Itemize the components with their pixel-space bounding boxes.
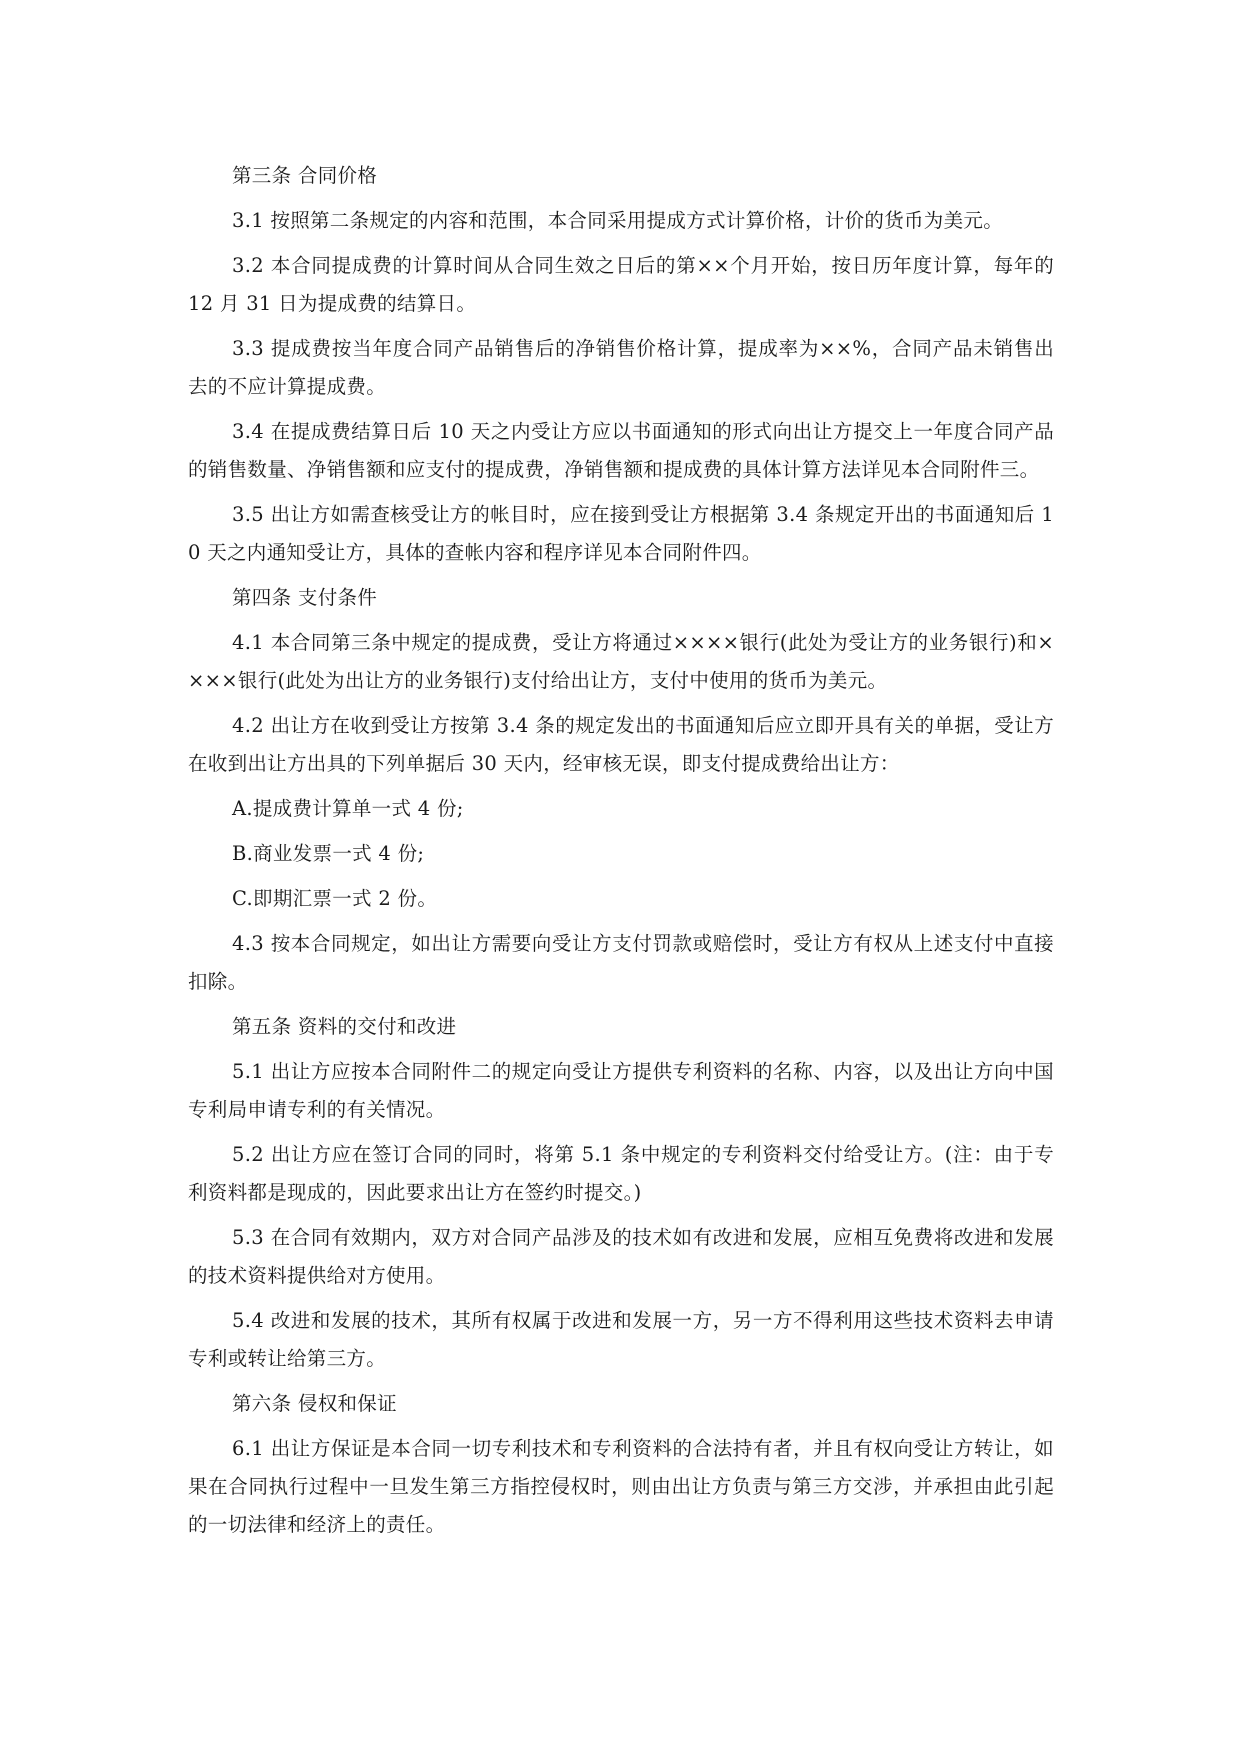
article-4-heading: 第四条 支付条件 (232, 586, 378, 609)
clause-4-1: 4.1 本合同第三条中规定的提成费，受让方将通过××××银行(此处为受让方的业务银行)和××××银行(此处为出让方的业务银行)支付给出让方，支付中使用的货币为美元。 (188, 631, 1054, 692)
clause-5-1: 5.1 出让方应按本合同附件二的规定向受让方提供专利资料的名称、内容，以及出让方向中国专利局申请专利的有关情况。 (188, 1060, 1054, 1121)
clause-4-2-b: B.商业发票一式 4 份; (232, 842, 425, 865)
clause-5-2: 5.2 出让方应在签订合同的同时，将第 5.1 条中规定的专利资料交付给受让方。(注：由于专利资料都是现成的，因此要求出让方在签约时提交。) (188, 1143, 1054, 1204)
clause-3-3: 3.3 提成费按当年度合同产品销售后的净销售价格计算，提成率为××%，合同产品未销售出去的不应计算提成费。 (188, 337, 1054, 398)
clause-4-3: 4.3 按本合同规定，如出让方需要向受让方支付罚款或赔偿时，受让方有权从上述支付中直接扣除。 (188, 932, 1054, 993)
article-5-heading: 第五条 资料的交付和改进 (232, 1015, 457, 1038)
clause-3-2: 3.2 本合同提成费的计算时间从合同生效之日后的第××个月开始，按日历年度计算，每年的 12 月 31 日为提成费的结算日。 (188, 254, 1054, 315)
clause-3-1: 3.1 按照第二条规定的内容和范围，本合同采用提成方式计算价格，计价的货币为美元。 (232, 209, 1004, 232)
clause-5-4: 5.4 改进和发展的技术，其所有权属于改进和发展一方，另一方不得利用这些技术资料去申请专利或转让给第三方。 (188, 1309, 1054, 1370)
clause-4-2-c: C.即期汇票一式 2 份。 (232, 887, 438, 910)
clause-4-2: 4.2 出让方在收到受让方按第 3.4 条的规定发出的书面通知后应立即开具有关的单据，受让方在收到出让方出具的下列单据后 30 天内，经审核无误，即支付提成费给出让方： (188, 714, 1054, 775)
clause-5-3: 5.3 在合同有效期内，双方对合同产品涉及的技术如有改进和发展，应相互免费将改进和发展的技术资料提供给对方使用。 (188, 1226, 1054, 1287)
clause-6-1: 6.1 出让方保证是本合同一切专利技术和专利资料的合法持有者，并且有权向受让方转让，如果在合同执行过程中一旦发生第三方指控侵权时，则由出让方负责与第三方交涉，并承担由此引起的一切法律和经济上的责任。 (188, 1437, 1054, 1536)
clause-3-5: 3.5 出让方如需查核受让方的帐目时，应在接到受让方根据第 3.4 条规定开出的书面通知后 10 天之内通知受让方，具体的查帐内容和程序详见本合同附件四。 (188, 503, 1054, 564)
clause-4-2-a: A.提成费计算单一式 4 份; (232, 797, 464, 820)
contract-document (188, 157, 1054, 1551)
article-3-heading: 第三条 合同价格 (232, 164, 378, 187)
article-6-heading: 第六条 侵权和保证 (232, 1392, 397, 1415)
clause-3-4: 3.4 在提成费结算日后 10 天之内受让方应以书面通知的形式向出让方提交上一年度合同产品的销售数量、净销售额和应支付的提成费，净销售额和提成费的具体计算方法详见本合同附件三。 (188, 420, 1054, 481)
